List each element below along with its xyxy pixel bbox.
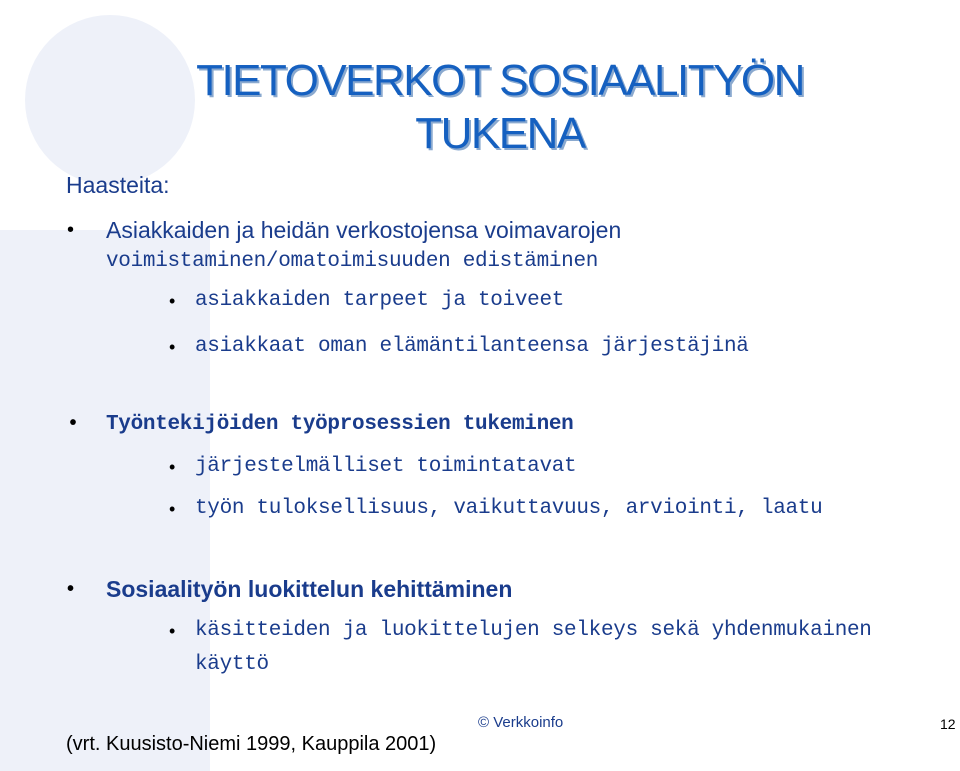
bullet-1-line-1: Asiakkaiden ja heidän verkostojensa voimavarojen	[106, 217, 622, 243]
bullet-dot-icon: •	[67, 413, 79, 436]
slide-title	[0, 54, 960, 160]
bullet-dot-icon: •	[67, 219, 75, 241]
bullet-dot-icon: •	[169, 337, 176, 357]
section-heading: Haasteita:	[66, 172, 170, 198]
bullet-dot-icon: •	[169, 499, 176, 519]
bullet-1-line-2: voimistaminen/omatoimisuuden edistäminen	[106, 250, 599, 273]
bullet-dot-icon: •	[67, 578, 75, 600]
bullet-dot-icon: •	[169, 291, 176, 311]
bullet-dot-icon: •	[169, 621, 176, 641]
page-number: 12	[940, 716, 956, 732]
bullet-2-sub-1: • järjestelmälliset toimintatavat	[195, 450, 576, 484]
citation: (vrt. Kuusisto-Niemi 1999, Kauppila 2001)	[66, 733, 437, 755]
bullet-1	[67, 214, 622, 278]
bullet-2-sub-2: • työn tuloksellisuus, vaikuttavuus, arviointi, laatu	[195, 492, 822, 526]
title-line-1: TIETOVERKOT SOSIAALITYÖN	[196, 56, 804, 105]
title-line-2: TUKENA	[415, 109, 585, 158]
bullet-dot-icon: •	[169, 457, 176, 477]
bullet-3-sub-1: • käsitteiden ja luokittelujen selkeys sekä yhdenmukainen käyttö	[195, 614, 872, 682]
footer-copyright: © Verkkoinfo	[478, 714, 564, 731]
bullet-3-text: Sosiaalityön luokittelun kehittäminen	[106, 576, 513, 602]
bullet-3	[67, 573, 513, 605]
bullet-2	[67, 409, 574, 441]
bullet-1-sub-2: • asiakkaat oman elämäntilanteensa järjestäjinä	[195, 330, 749, 364]
bullet-2-text: Työntekijöiden työprosessien tukeminen	[106, 413, 574, 436]
bullet-1-sub-1: • asiakkaiden tarpeet ja toiveet	[195, 284, 564, 318]
